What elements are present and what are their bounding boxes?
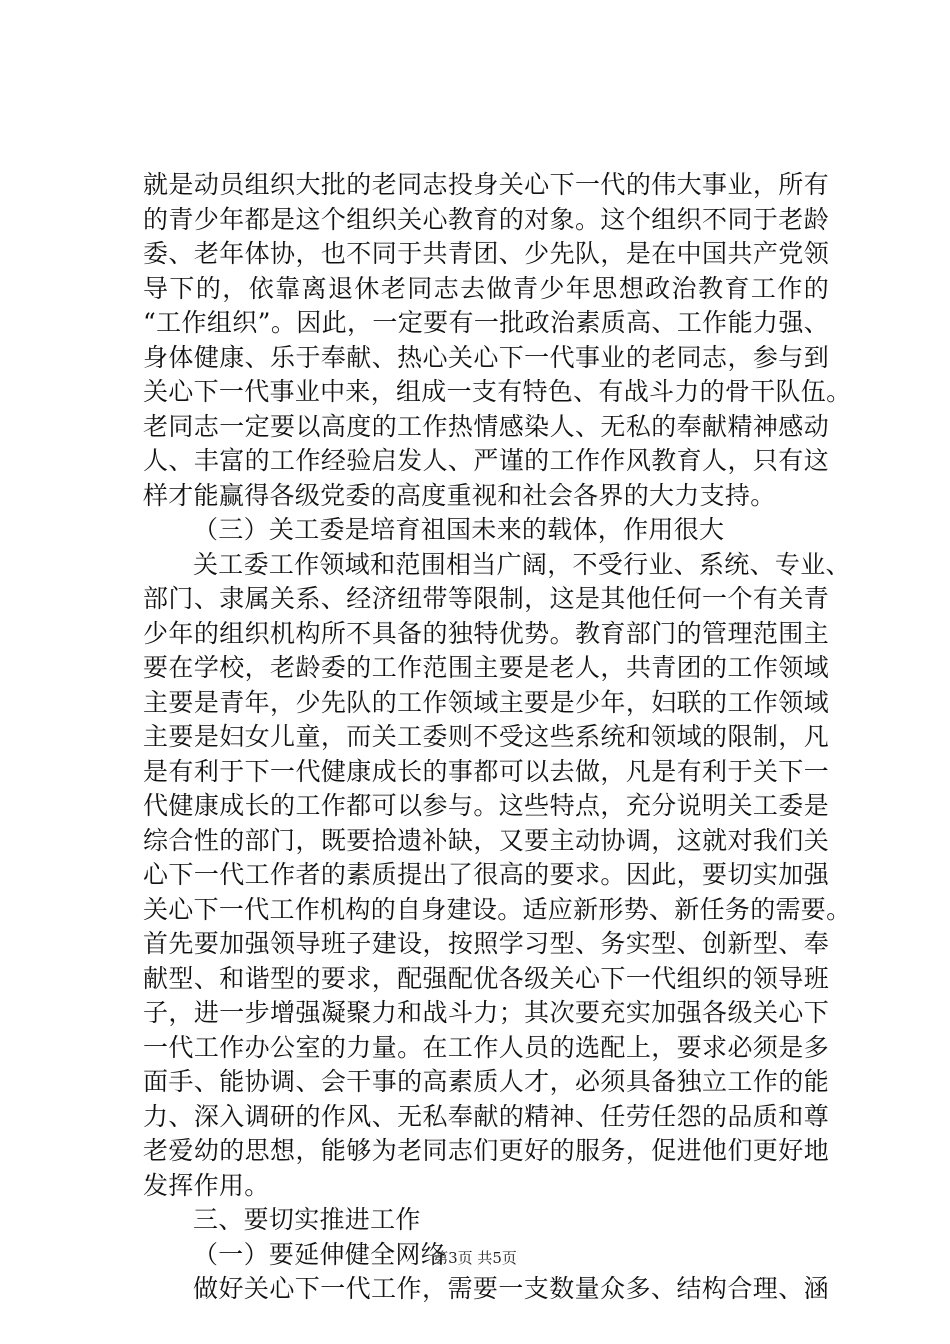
text-line: 要在学校，老龄委的工作范围主要是老人，共青团的工作领域 — [143, 653, 829, 682]
text-line: 关工委工作领域和范围相当广阔，不受行业、系统、专业、 — [193, 549, 851, 579]
text-line: 代健康成长的工作都可以参与。这些特点，充分说明关工委是 — [143, 791, 829, 820]
text-line: 是有利于下一代健康成长的事都可以去做，凡是有利于关下一 — [143, 756, 829, 786]
text-line: 发挥作用。 — [143, 1170, 270, 1200]
text-line: 部门、隶属关系、经济纽带等限制，这是其他任何一个有关青 — [143, 584, 829, 613]
text-line: 的青少年都是这个组织关心教育的对象。这个组织不同于老龄 — [143, 204, 829, 234]
text-line: 献型、和谐型的要求，配强配优各级关心下一代组织的领导班 — [143, 963, 829, 993]
text-line: 综合性的部门，既要拾遗补缺，又要主动协调，这就对我们关 — [143, 825, 829, 855]
text-line: 力、深入调研的作风、无私奉献的精神、任劳任怨的品质和尊 — [143, 1101, 829, 1131]
text-line: 主要是青年，少先队的工作领域主要是少年，妇联的工作领域 — [143, 687, 829, 717]
text-line: 面手、能协调、会干事的高素质人才，必须具备独立工作的能 — [143, 1067, 829, 1096]
page-indicator: 第3页 共5页 — [433, 1249, 517, 1267]
text-line: 就是动员组织大批的老同志投身关心下一代的伟大事业，所有 — [143, 170, 829, 199]
text-line: 导下的，依靠离退休老同志去做青少年思想政治教育工作的 — [143, 273, 829, 303]
text-line: 主要是妇女儿童，而关工委则不受这些系统和领域的限制，凡 — [143, 722, 829, 751]
text-line: 心下一代工作者的素质提出了很高的要求。因此，要切实加强 — [143, 860, 829, 889]
text-line: 样才能赢得各级党委的高度重视和社会各界的大力支持。 — [143, 480, 776, 510]
text-line: 关心下一代事业中来，组成一支有特色、有战斗力的骨干队伍。 — [143, 377, 852, 406]
text-line: 做好关心下一代工作，需要一支数量众多、结构合理、涵 — [193, 1274, 829, 1303]
section-heading: （三）关工委是培育祖国未来的载体，作用很大 — [193, 515, 725, 544]
text-line: 老同志一定要以高度的工作热情感染人、无私的奉献精神感动 — [143, 411, 829, 441]
section-heading: （一）要延伸健全网络 — [193, 1239, 447, 1269]
text-line: 关心下一代工作机构的自身建设。适应新形势、新任务的需要。 — [143, 894, 852, 924]
text-line: 老爱幼的思想，能够为老同志们更好的服务，促进他们更好地 — [143, 1136, 829, 1165]
text-line: 子，进一步增强凝聚力和战斗力；其次要充实加强各级关心下 — [143, 998, 829, 1027]
text-line: 少年的组织机构所不具备的独特优势。教育部门的管理范围主 — [143, 618, 829, 648]
text-line: “工作组织”。因此，一定要有一批政治素质高、工作能力强、 — [143, 308, 829, 337]
text-line: 首先要加强领导班子建设，按照学习型、务实型、创新型、奉 — [143, 929, 829, 958]
page-footer — [0, 1248, 950, 1268]
text-line: 人、丰富的工作经验启发人、严谨的工作作风教育人，只有这 — [143, 446, 829, 475]
text-line: 一代工作办公室的力量。在工作人员的选配上，要求必须是多 — [143, 1032, 829, 1062]
body-text — [143, 168, 852, 1307]
text-line: 委、老年体协，也不同于共青团、少先队，是在中国共产党领 — [143, 239, 829, 268]
section-heading: 三、要切实推进工作 — [193, 1205, 421, 1234]
text-line: 身体健康、乐于奉献、热心关心下一代事业的老同志，参与到 — [143, 342, 829, 372]
